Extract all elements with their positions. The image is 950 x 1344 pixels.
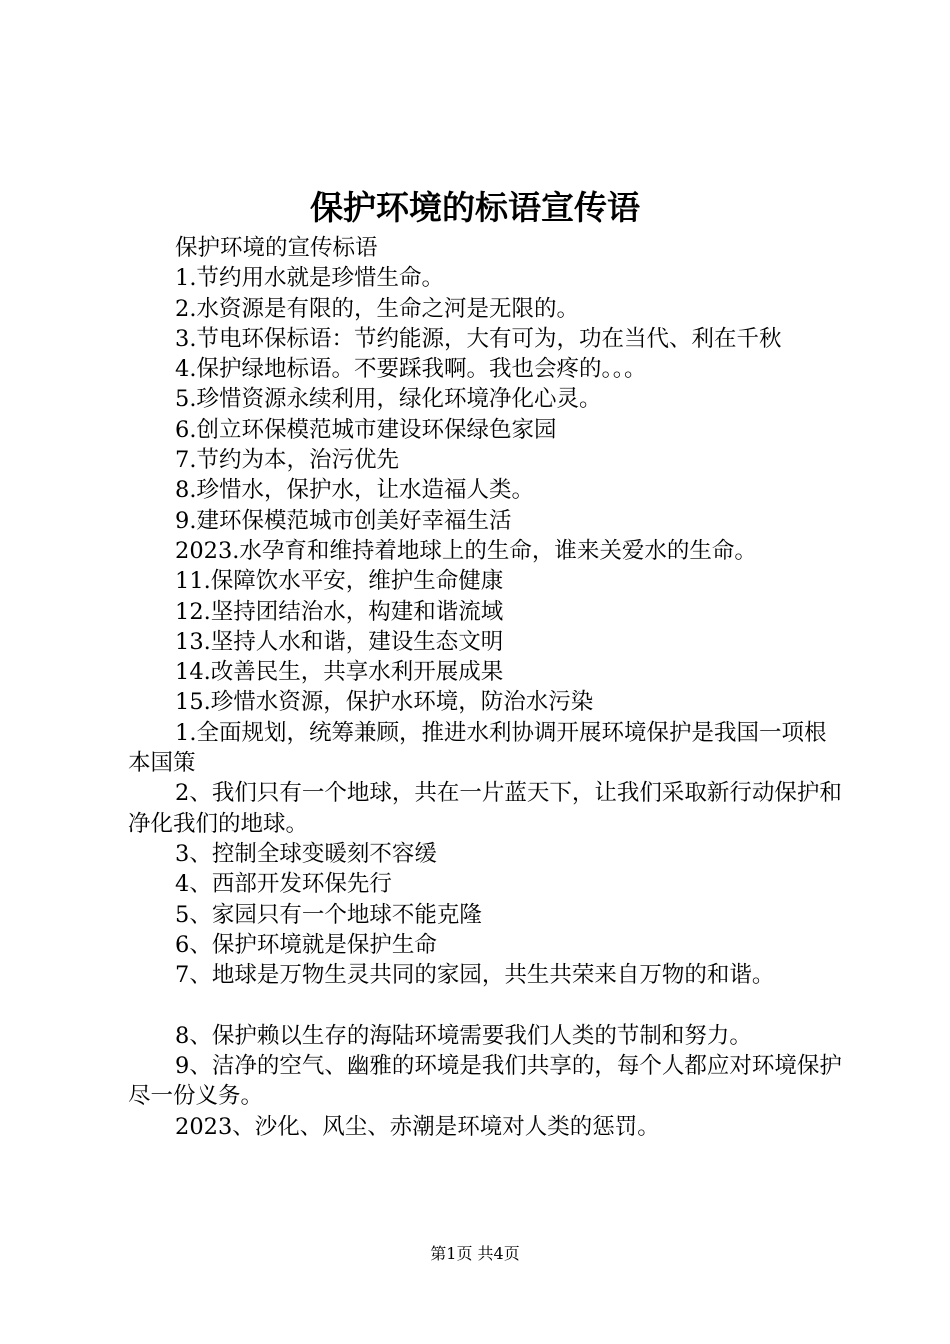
paragraph: 5、家园只有一个地球不能克隆 — [175, 901, 482, 928]
paragraph: 8、保护赖以生存的海陆环境需要我们人类的节制和努力。 — [175, 1022, 752, 1049]
paragraph: 13.坚持人水和谐，建设生态文明 — [175, 628, 504, 655]
paragraph: 保护环境的宣传标语 — [175, 235, 378, 261]
paragraph: 6、保护环境就是保护生命 — [175, 931, 437, 958]
paragraph: 4.保护绿地标语。不要踩我啊。我也会疼的。。。 — [175, 356, 647, 383]
paragraph: 12.坚持团结治水，构建和谐流域 — [175, 598, 504, 625]
paragraph: 8.珍惜水，保护水，让水造福人类。 — [175, 477, 534, 504]
paragraph: 2023、沙化、风尘、赤潮是环境对人类的惩罚。 — [175, 1113, 660, 1140]
paragraph: 15.珍惜水资源，保护水环境，防治水污染 — [175, 689, 594, 716]
paragraph: 2.水资源是有限的，生命之河是无限的。 — [175, 295, 579, 322]
paragraph: 1.节约用水就是珍惜生命。 — [175, 265, 444, 292]
paragraph: 2023.水孕育和维持着地球上的生命，谁来关爱水的生命。 — [175, 537, 757, 564]
paragraph: 2、我们只有一个地球，共在一片蓝天下，让我们采取新行动保护和净化我们的地球。 — [128, 780, 842, 837]
paragraph: 7.节约为本，治污优先 — [175, 447, 399, 474]
paragraph: 4、西部开发环保先行 — [175, 871, 392, 898]
paragraph: 11.保障饮水平安，维护生命健康 — [175, 568, 504, 595]
paragraph: 14.改善民生，共享水利开展成果 — [175, 659, 504, 686]
document-title: 保护环境的标语宣传语 — [310, 188, 640, 227]
document-body — [128, 233, 848, 1142]
paragraph: 7、地球是万物生灵共同的家园，共生共荣来自万物的和谐。 — [175, 962, 775, 989]
page-footer: 第1页 共4页 — [430, 1244, 520, 1263]
paragraph: 1.全面规划，统筹兼顾，推进水利协调开展环境保护是我国一项根本国策 — [128, 719, 827, 777]
paragraph: 9、洁净的空气、幽雅的环境是我们共享的，每个人都应对环境保护尽一份义务。 — [128, 1053, 842, 1110]
paragraph: 9.建环保模范城市创美好幸福生活 — [175, 507, 512, 534]
paragraph: 5.珍惜资源永续利用，绿化环境净化心灵。 — [175, 386, 602, 413]
paragraph: 3.节电环保标语：节约能源，大有可为，功在当代、利在千秋 — [175, 325, 782, 352]
paragraph: 3、控制全球变暖刻不容缓 — [175, 840, 437, 867]
paragraph: 6.创立环保模范城市建设环保绿色家园 — [175, 416, 557, 443]
